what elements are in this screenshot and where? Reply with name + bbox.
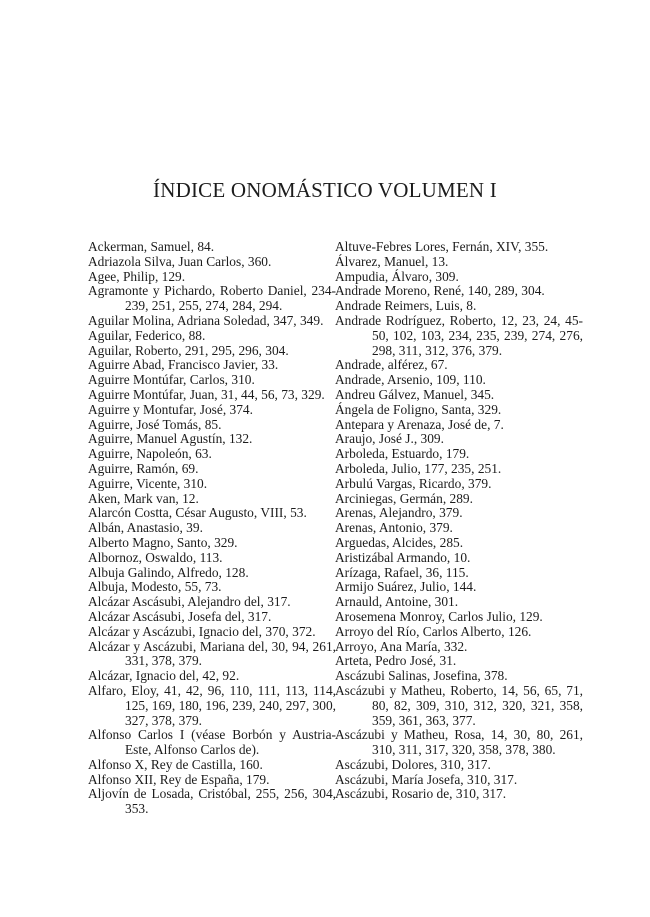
index-entry: Araujo, José J., 309. <box>335 431 444 447</box>
index-entry: Aguilar, Federico, 88. <box>88 327 206 343</box>
index-entry: Andrade, alférez, 67. <box>335 357 448 373</box>
index-entry: Arboleda, Julio, 177, 235, 251. <box>335 460 502 476</box>
index-entry: Arenas, Antonio, 379. <box>335 520 453 536</box>
index-entry: Arteta, Pedro José, 31. <box>335 653 457 669</box>
index-entry: Andreu Gálvez, Manuel, 345. <box>335 386 495 402</box>
index-entry: Albuja, Modesto, 55, 73. <box>88 579 222 595</box>
index-entry: Ángela de Foligno, Santa, 329. <box>335 401 502 417</box>
index-entry: Ascázubi, Rosario de, 310, 317. <box>335 786 507 802</box>
index-entry: Aguirre Abad, Francisco Javier, 33. <box>88 357 279 373</box>
index-entry: Ascázubi, María Josefa, 310, 317. <box>335 771 518 787</box>
index-entry: Arbulú Vargas, Ricardo, 379. <box>335 475 492 491</box>
index-entry: Albornoz, Oswaldo, 113. <box>88 549 223 565</box>
index-entry: Andrade Reimers, Luis, 8. <box>335 298 477 314</box>
index-entry: Aguirre, Manuel Agustín, 132. <box>88 431 253 447</box>
index-entry: Albán, Anastasio, 39. <box>88 520 203 536</box>
index-entry: Aguirre y Montufar, José, 374. <box>88 401 253 417</box>
index-entry: Arroyo del Río, Carlos Alberto, 126. <box>335 623 532 639</box>
index-entry: Aguirre, Napoleón, 63. <box>88 446 212 462</box>
index-entry: Aguirre, Ramón, 69. <box>88 460 199 476</box>
index-entry: Alfonso X, Rey de Castilla, 160. <box>88 756 263 772</box>
index-entry: Alarcón Costta, César Augusto, VIII, 53. <box>88 505 307 521</box>
index-entry: Agee, Philip, 129. <box>88 268 186 284</box>
index-entry: Ascázubi y Matheu, Rosa, 14, 30, 80, 261, 310, 311, 317, 320, 358, 378, 380. <box>335 727 583 758</box>
index-entry: Alfonso Carlos I (véase Borbón y Austria-Este, Alfonso Carlos de). <box>88 727 336 758</box>
index-entry: Alcázar y Ascázubi, Mariana del, 30, 94, 261, 331, 378, 379. <box>88 638 336 669</box>
index-column-left <box>88 240 336 817</box>
index-entry: Arboleda, Estuardo, 179. <box>335 446 470 462</box>
index-entry: Aken, Mark van, 12. <box>88 490 199 506</box>
index-entry: Armijo Suárez, Julio, 144. <box>335 579 477 595</box>
index-entry: Aguirre, Vicente, 310. <box>88 475 208 491</box>
index-entry: Ascázubi, Dolores, 310, 317. <box>335 756 491 772</box>
index-entry: Aljovín de Losada, Cristóbal, 255, 256, 304, 353. <box>88 786 336 817</box>
index-entry: Aguirre, José Tomás, 85. <box>88 416 222 432</box>
index-entry: Ampudia, Álvaro, 309. <box>335 268 459 284</box>
index-entry: Albuja Galindo, Alfredo, 128. <box>88 564 249 580</box>
index-entry: Arnauld, Antoine, 301. <box>335 594 459 610</box>
index-entry: Andrade, Arsenio, 109, 110. <box>335 372 486 388</box>
index-entry: Alcázar Ascásubi, Josefa del, 317. <box>88 608 272 624</box>
index-entry: Alfonso XII, Rey de España, 179. <box>88 771 270 787</box>
index-entry: Álvarez, Manuel, 13. <box>335 253 449 269</box>
index-column-right <box>335 240 583 802</box>
index-entry: Agramonte y Pichardo, Roberto Daniel, 234-239, 251, 255, 274, 284, 294. <box>88 283 336 314</box>
index-entry: Arenas, Alejandro, 379. <box>335 505 463 521</box>
index-entry: Adriazola Silva, Juan Carlos, 360. <box>88 253 272 269</box>
page-title: ÍNDICE ONOMÁSTICO VOLUMEN I <box>153 178 497 202</box>
index-entry: Aristizábal Armando, 10. <box>335 549 471 565</box>
index-entry: Arosemena Monroy, Carlos Julio, 129. <box>335 608 543 624</box>
index-entry: Andrade Moreno, René, 140, 289, 304. <box>335 283 545 299</box>
index-entry: Arízaga, Rafael, 36, 115. <box>335 564 469 580</box>
index-entry: Alfaro, Eloy, 41, 42, 96, 110, 111, 113, 114, 125, 169, 180, 196, 239, 240, 297, 300, 327, 378, 379. <box>88 682 336 728</box>
index-entry: Andrade Rodríguez, Roberto, 12, 23, 24, 45-50, 102, 103, 234, 235, 239, 274, 276, 298, 311, 312, 376, 379. <box>335 312 583 358</box>
index-entry: Alcázar y Ascázubi, Ignacio del, 370, 372. <box>88 623 316 639</box>
index-entry: Arciniegas, Germán, 289. <box>335 490 473 506</box>
index-entry: Aguilar Molina, Adriana Soledad, 347, 349. <box>88 312 324 328</box>
index-entry: Aguirre Montúfar, Juan, 31, 44, 56, 73, 329. <box>88 386 325 402</box>
index-entry: Ascázubi y Matheu, Roberto, 14, 56, 65, 71, 80, 82, 309, 310, 312, 320, 321, 358, 359, 361, 363, 377. <box>335 682 583 728</box>
index-entry: Alcázar Ascásubi, Alejandro del, 317. <box>88 594 291 610</box>
index-entry: Arroyo, Ana María, 332. <box>335 638 468 654</box>
index-entry: Alcázar, Ignacio del, 42, 92. <box>88 668 240 684</box>
index-entry: Ackerman, Samuel, 84. <box>88 239 215 254</box>
index-entry: Ascázubi Salinas, Josefina, 378. <box>335 668 508 684</box>
index-entry: Altuve-Febres Lores, Fernán, XIV, 355. <box>335 239 549 254</box>
index-entry: Antepara y Arenaza, José de, 7. <box>335 416 504 432</box>
index-entry: Aguirre Montúfar, Carlos, 310. <box>88 372 255 388</box>
index-entry: Arguedas, Alcides, 285. <box>335 534 464 550</box>
index-entry: Aguilar, Roberto, 291, 295, 296, 304. <box>88 342 289 358</box>
index-entry: Alberto Magno, Santo, 329. <box>88 534 238 550</box>
